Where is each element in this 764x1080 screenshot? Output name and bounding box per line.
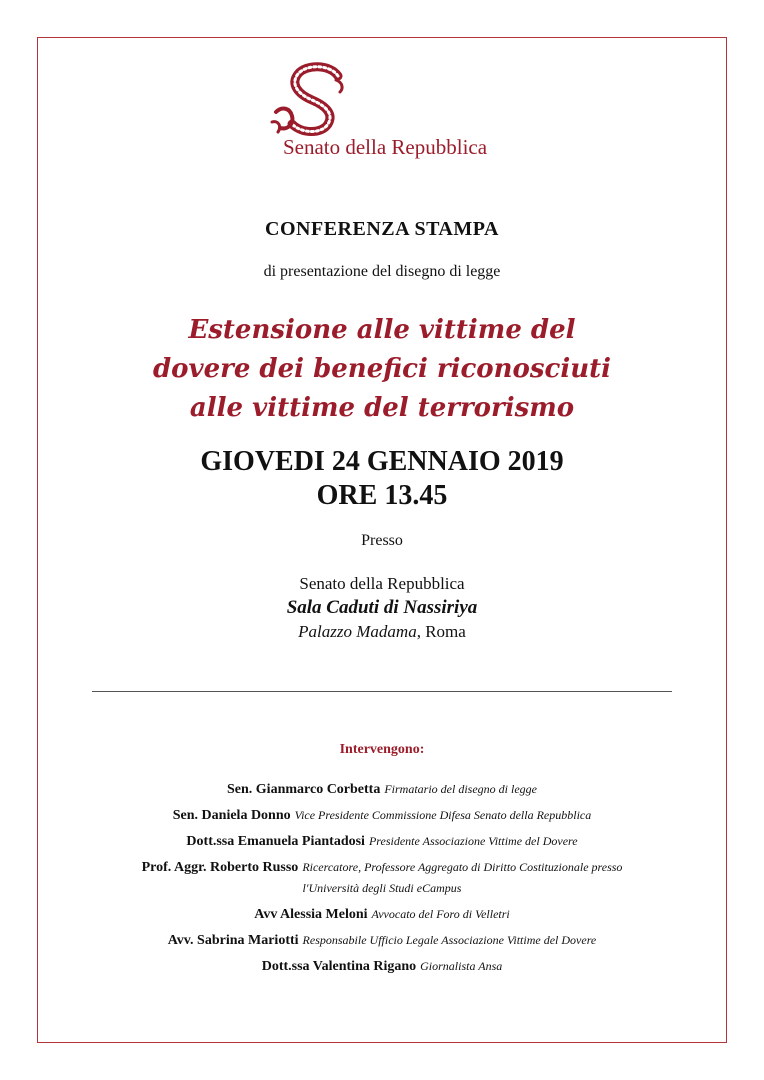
event-title (0, 311, 764, 428)
event-kicker: CONFERENZA STAMPA (265, 218, 499, 240)
event-time: ORE 13.45 (316, 480, 448, 511)
speaker-name: Prof. Aggr. Roberto Russo (141, 860, 299, 875)
venue-city: , Roma (416, 622, 466, 641)
event-subtitle: di presentazione del disegno di legge (263, 263, 501, 280)
organization-name: Senato della Repubblica (282, 135, 488, 159)
speaker-role: Presidente Associazione Vittime del Dovere (368, 834, 578, 848)
speaker-name: Sen. Daniela Donno (172, 808, 291, 823)
speaker-role: Vice Presidente Commissione Difesa Senato della Repubblica (294, 808, 592, 822)
speaker-item (0, 830, 764, 856)
venue-palace: Palazzo Madama (298, 622, 417, 641)
speaker-role: Giornalista Ansa (420, 959, 503, 973)
speaker-name: Avv Alessia Meloni (254, 907, 368, 922)
event-date: GIOVEDI 24 GENNAIO 2019 (200, 446, 564, 477)
senate-logo (268, 62, 358, 140)
venue-hall: Sala Caduti di Nassiriya (286, 597, 478, 618)
divider (92, 691, 672, 692)
title-line: Estensione alle vittime del (188, 315, 576, 345)
speaker-item (0, 903, 764, 929)
speaker-item (0, 778, 764, 804)
speaker-role: l'Università degli Studi eCampus (302, 881, 462, 895)
venue-institution: Senato della Repubblica (299, 574, 465, 593)
event-datetime (0, 445, 764, 513)
venue-block (0, 573, 764, 643)
speaker-item (0, 929, 764, 955)
speakers-heading: Intervengono: (339, 742, 425, 757)
speaker-role-continuation (0, 877, 764, 903)
speaker-name: Sen. Gianmarco Corbetta (227, 782, 381, 797)
presso-label: Presso (361, 532, 403, 549)
speaker-role: Avvocato del Foro di Velletri (371, 907, 510, 921)
title-line: alle vittime del terrorismo (189, 393, 575, 423)
speaker-item (0, 955, 764, 981)
speaker-role: Firmatario del disegno di legge (384, 782, 537, 796)
speaker-role: Ricercatore, Professore Aggregato di Diritto Costituzionale presso (302, 860, 623, 874)
venue-location (0, 621, 764, 643)
speaker-name: Dott.ssa Valentina Rigano (261, 959, 417, 974)
speaker-item (0, 804, 764, 830)
title-line: dovere dei benefici riconosciuti (152, 354, 612, 384)
speaker-name: Dott.ssa Emanuela Piantadosi (186, 834, 365, 849)
speaker-name: Avv. Sabrina Mariotti (167, 933, 299, 948)
speakers-list (0, 778, 764, 981)
speaker-role: Responsabile Ufficio Legale Associazione Vittime del Dovere (302, 933, 597, 947)
